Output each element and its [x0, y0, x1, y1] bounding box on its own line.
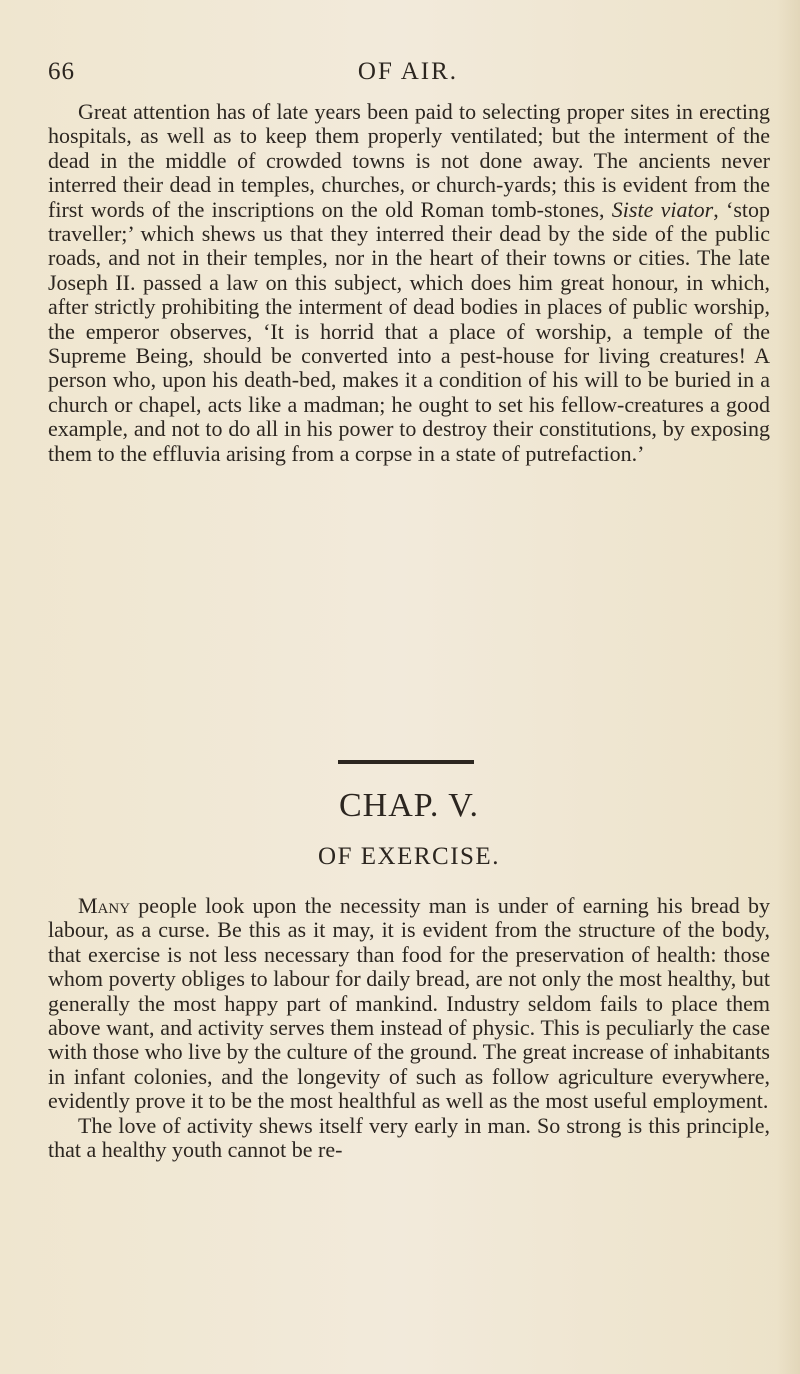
paragraph-exercise [48, 894, 770, 1162]
section-divider-rule [338, 760, 474, 764]
paragraph2-continuation: The love of activity shews itself very early in man. So strong is this principle, that a healthy youth cannot be re- [48, 1112, 770, 1163]
chapter-subtitle: OF EXERCISE. [318, 843, 500, 870]
page-edge-shadow [776, 0, 800, 1374]
page-header [48, 58, 768, 98]
paragraph2-text: people look upon the necessity man is under of earning his bread by labour, as a curse. Be this as it may, it is evident from the structure of the body, that exercise is not less necessary than food for the preservation of health: those whom poverty obliges to labour for daily bread, are not only the most healthy, but generally the most happy part of mankind. Industry seldom fails to place them above want, and activity serves them instead of physic. This is peculiarly the case with those who live by the culture of the ground. The great increase of inhabitants in infant colonies, and the longevity of such as follow agriculture everywhere, evidently prove it to be the most healthful as well as the most useful employment. [48, 893, 770, 1114]
paragraph1-text-end: , ‘stop traveller;’ which shews us that they interred their dead by the side of the public roads, and not in their temples, nor in the heart of their towns or cities. The late Joseph II. passed a law on this subject, which does him great honour, in which, after strictly prohibiting the interment of dead bodies in places of public worship, the emperor observes, ‘It is horrid that a place of worship, a temple of the Supreme Being, should be converted into a pest-house for living creatures! A person who, upon his death-bed, makes it a condition of his will to be buried in a church or chapel, acts like a madman; he ought to set his fellow-creatures a good example, and not to do all in his power to destroy their constitutions, by exposing them to the effluvia arising from a corpse in a state of putrefaction.’ [48, 196, 771, 466]
paragraph2-first [48, 894, 770, 1114]
lead-word: Many [78, 893, 131, 918]
paragraph1-text-start: Great attention has of late years been paid to selecting proper sites in erecting hospitals, as well as to keep them properly ventilated; but the interment of the dead in the middle of crowded towns is not done away. The ancients never interred their dead in temples, churches, or church-yards; this is evident from the first words of the inscriptions on the old Roman tomb-stones, [48, 99, 770, 222]
latin-phrase: Siste viator [611, 196, 714, 222]
paragraph-hospitals-interment [48, 100, 770, 466]
running-head: OF AIR. [357, 58, 459, 85]
chapter-title: CHAP. V. [339, 787, 479, 824]
page-number: 66 [48, 58, 75, 85]
